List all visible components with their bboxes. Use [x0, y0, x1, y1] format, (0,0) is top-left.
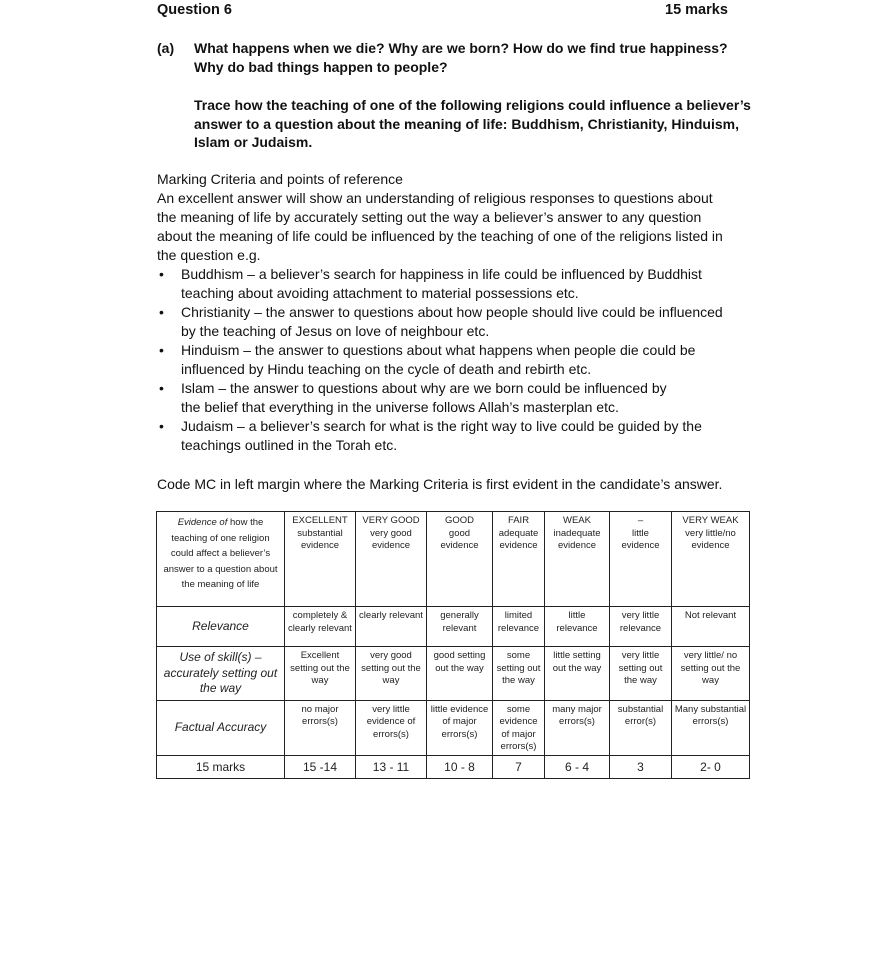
marking-criteria	[157, 170, 757, 455]
bullet-line: Buddhism – a believer’s search for happiness in life could be influenced by Buddhist	[181, 266, 702, 282]
grade-desc: substantial evidence	[297, 527, 343, 551]
table-cell: little evidence of major errors(s)	[427, 700, 493, 755]
bullet-icon: •	[159, 418, 164, 434]
table-cell: very little relevance	[610, 607, 672, 647]
marks-row	[157, 755, 750, 778]
intro-line: the question e.g.	[157, 247, 261, 263]
grade-header	[545, 512, 610, 607]
bullet-line: influenced by Hindu teaching on the cycle of death and rebirth etc.	[181, 361, 592, 377]
table-cell: some setting out the way	[493, 647, 545, 701]
question-marks: 15 marks	[665, 2, 728, 18]
marks-cell: 10 - 8	[427, 755, 493, 778]
marks-cell: 15 -14	[285, 755, 356, 778]
marking-grid	[156, 511, 750, 779]
grade-desc: little evidence	[621, 527, 660, 551]
bullet-line: Christianity – the answer to questions about how people should live could be influenced	[181, 304, 723, 320]
table-header-row	[157, 512, 750, 607]
grade-label: GOOD	[444, 515, 475, 526]
list-item	[157, 341, 757, 379]
part-label: (a)	[157, 40, 175, 56]
table-cell: little relevance	[545, 607, 610, 647]
intro-line: about the meaning of life could be influenced by the teaching of one of the religions listed in	[157, 228, 723, 244]
table-cell: very little setting out the way	[610, 647, 672, 701]
table-cell: completely & clearly relevant	[285, 607, 356, 647]
grade-label: VERY WEAK	[682, 515, 739, 526]
grade-label: WEAK	[563, 515, 591, 526]
row-label: Relevance	[157, 607, 285, 647]
table-cell: clearly relevant	[356, 607, 427, 647]
bullet-line: by the teaching of Jesus on love of neighbour etc.	[181, 323, 490, 339]
table-cell: limited relevance	[493, 607, 545, 647]
bullet-icon: •	[159, 380, 164, 396]
row-label-text: Use of skill(s) – accurately setting out the way	[163, 650, 278, 695]
question-line: Why do bad things happen to people?	[194, 58, 448, 75]
bullet-icon: •	[159, 304, 164, 320]
table-cell: Many substantial errors(s)	[672, 700, 750, 755]
evidence-header-italic: Evidence of	[177, 517, 228, 528]
code-note: Code MC in left margin where the Marking Criteria is first evident in the candidate’s answer.	[157, 476, 723, 492]
marks-cell: 3	[610, 755, 672, 778]
grade-desc: adequate evidence	[498, 527, 539, 551]
row-label	[157, 647, 285, 701]
grade-header	[672, 512, 750, 607]
table-cell: generally relevant	[427, 607, 493, 647]
table-cell: many major errors(s)	[545, 700, 610, 755]
grade-label: –	[637, 515, 644, 526]
table-cell: little setting out the way	[545, 647, 610, 701]
bullet-line: Islam – the answer to questions about why are we born could be influenced by	[181, 380, 667, 396]
grade-label: EXCELLENT	[292, 515, 348, 526]
part-questions	[194, 39, 754, 76]
intro-line: An excellent answer will show an understanding of religious responses to questions about	[157, 190, 713, 206]
task-line: Trace how the teaching of one of the following religions could influence a believer’s	[194, 97, 751, 113]
question-title: Question 6	[157, 2, 232, 18]
list-item	[157, 417, 757, 455]
grade-header	[427, 512, 493, 607]
table-row	[157, 700, 750, 755]
list-item	[157, 379, 757, 417]
grade-label: FAIR	[507, 515, 530, 526]
bullet-icon: •	[159, 342, 164, 358]
religion-list	[157, 265, 757, 455]
question-line: What happens when we die? Why are we born? How do we find true happiness?	[194, 40, 728, 56]
list-item	[157, 303, 757, 341]
table-cell: some evidence of major errors(s)	[493, 700, 545, 755]
table-cell: no major errors(s)	[285, 700, 356, 755]
marks-cell: 6 - 4	[545, 755, 610, 778]
evidence-header	[157, 512, 285, 607]
task-line: Islam or Judaism.	[194, 134, 313, 150]
table-cell: Not relevant	[672, 607, 750, 647]
table-cell: very good setting out the way	[356, 647, 427, 701]
table-cell: good setting out the way	[427, 647, 493, 701]
marks-cell: 13 - 11	[356, 755, 427, 778]
grade-label: VERY GOOD	[362, 515, 420, 526]
grade-header	[610, 512, 672, 607]
grade-desc: inadequate evidence	[553, 527, 601, 551]
table-row	[157, 607, 750, 647]
evidence-header-text: how the teaching of one religion could affect a believer’s answer to a question about the meaning of life	[163, 517, 278, 590]
bullet-line: the belief that everything in the universe follows Allah’s masterplan etc.	[181, 399, 619, 415]
marks-label: 15 marks	[157, 755, 285, 778]
list-item	[157, 265, 757, 303]
table-cell: substantial error(s)	[610, 700, 672, 755]
bullet-line: Hinduism – the answer to questions about what happens when people die could be	[181, 342, 696, 358]
bullet-icon: •	[159, 266, 164, 282]
bullet-line: teaching about avoiding attachment to material possessions etc.	[181, 285, 579, 301]
table-cell: very little evidence of errors(s)	[356, 700, 427, 755]
grade-header	[285, 512, 356, 607]
bullet-line: Judaism – a believer’s search for what is the right way to live could be guided by the	[181, 418, 702, 434]
grade-desc: good evidence	[440, 527, 479, 551]
bullet-line: teachings outlined in the Torah etc.	[181, 437, 398, 453]
grade-header	[356, 512, 427, 607]
grade-header	[493, 512, 545, 607]
table-cell: Excellent setting out the way	[285, 647, 356, 701]
task-line: answer to a question about the meaning of life: Buddhism, Christianity, Hinduism,	[194, 115, 740, 132]
marks-cell: 7	[493, 755, 545, 778]
grade-desc: very little/no evidence	[685, 527, 736, 551]
table-row	[157, 647, 750, 701]
intro-line: the meaning of life by accurately setting out the way a believer’s answer to any question	[157, 209, 702, 225]
marks-cell: 2- 0	[672, 755, 750, 778]
part-task	[194, 96, 754, 152]
marking-heading: Marking Criteria and points of reference	[157, 171, 403, 187]
table-cell: very little/ no setting out the way	[672, 647, 750, 701]
grade-desc: very good evidence	[370, 527, 412, 551]
row-label: Factual Accuracy	[157, 700, 285, 755]
